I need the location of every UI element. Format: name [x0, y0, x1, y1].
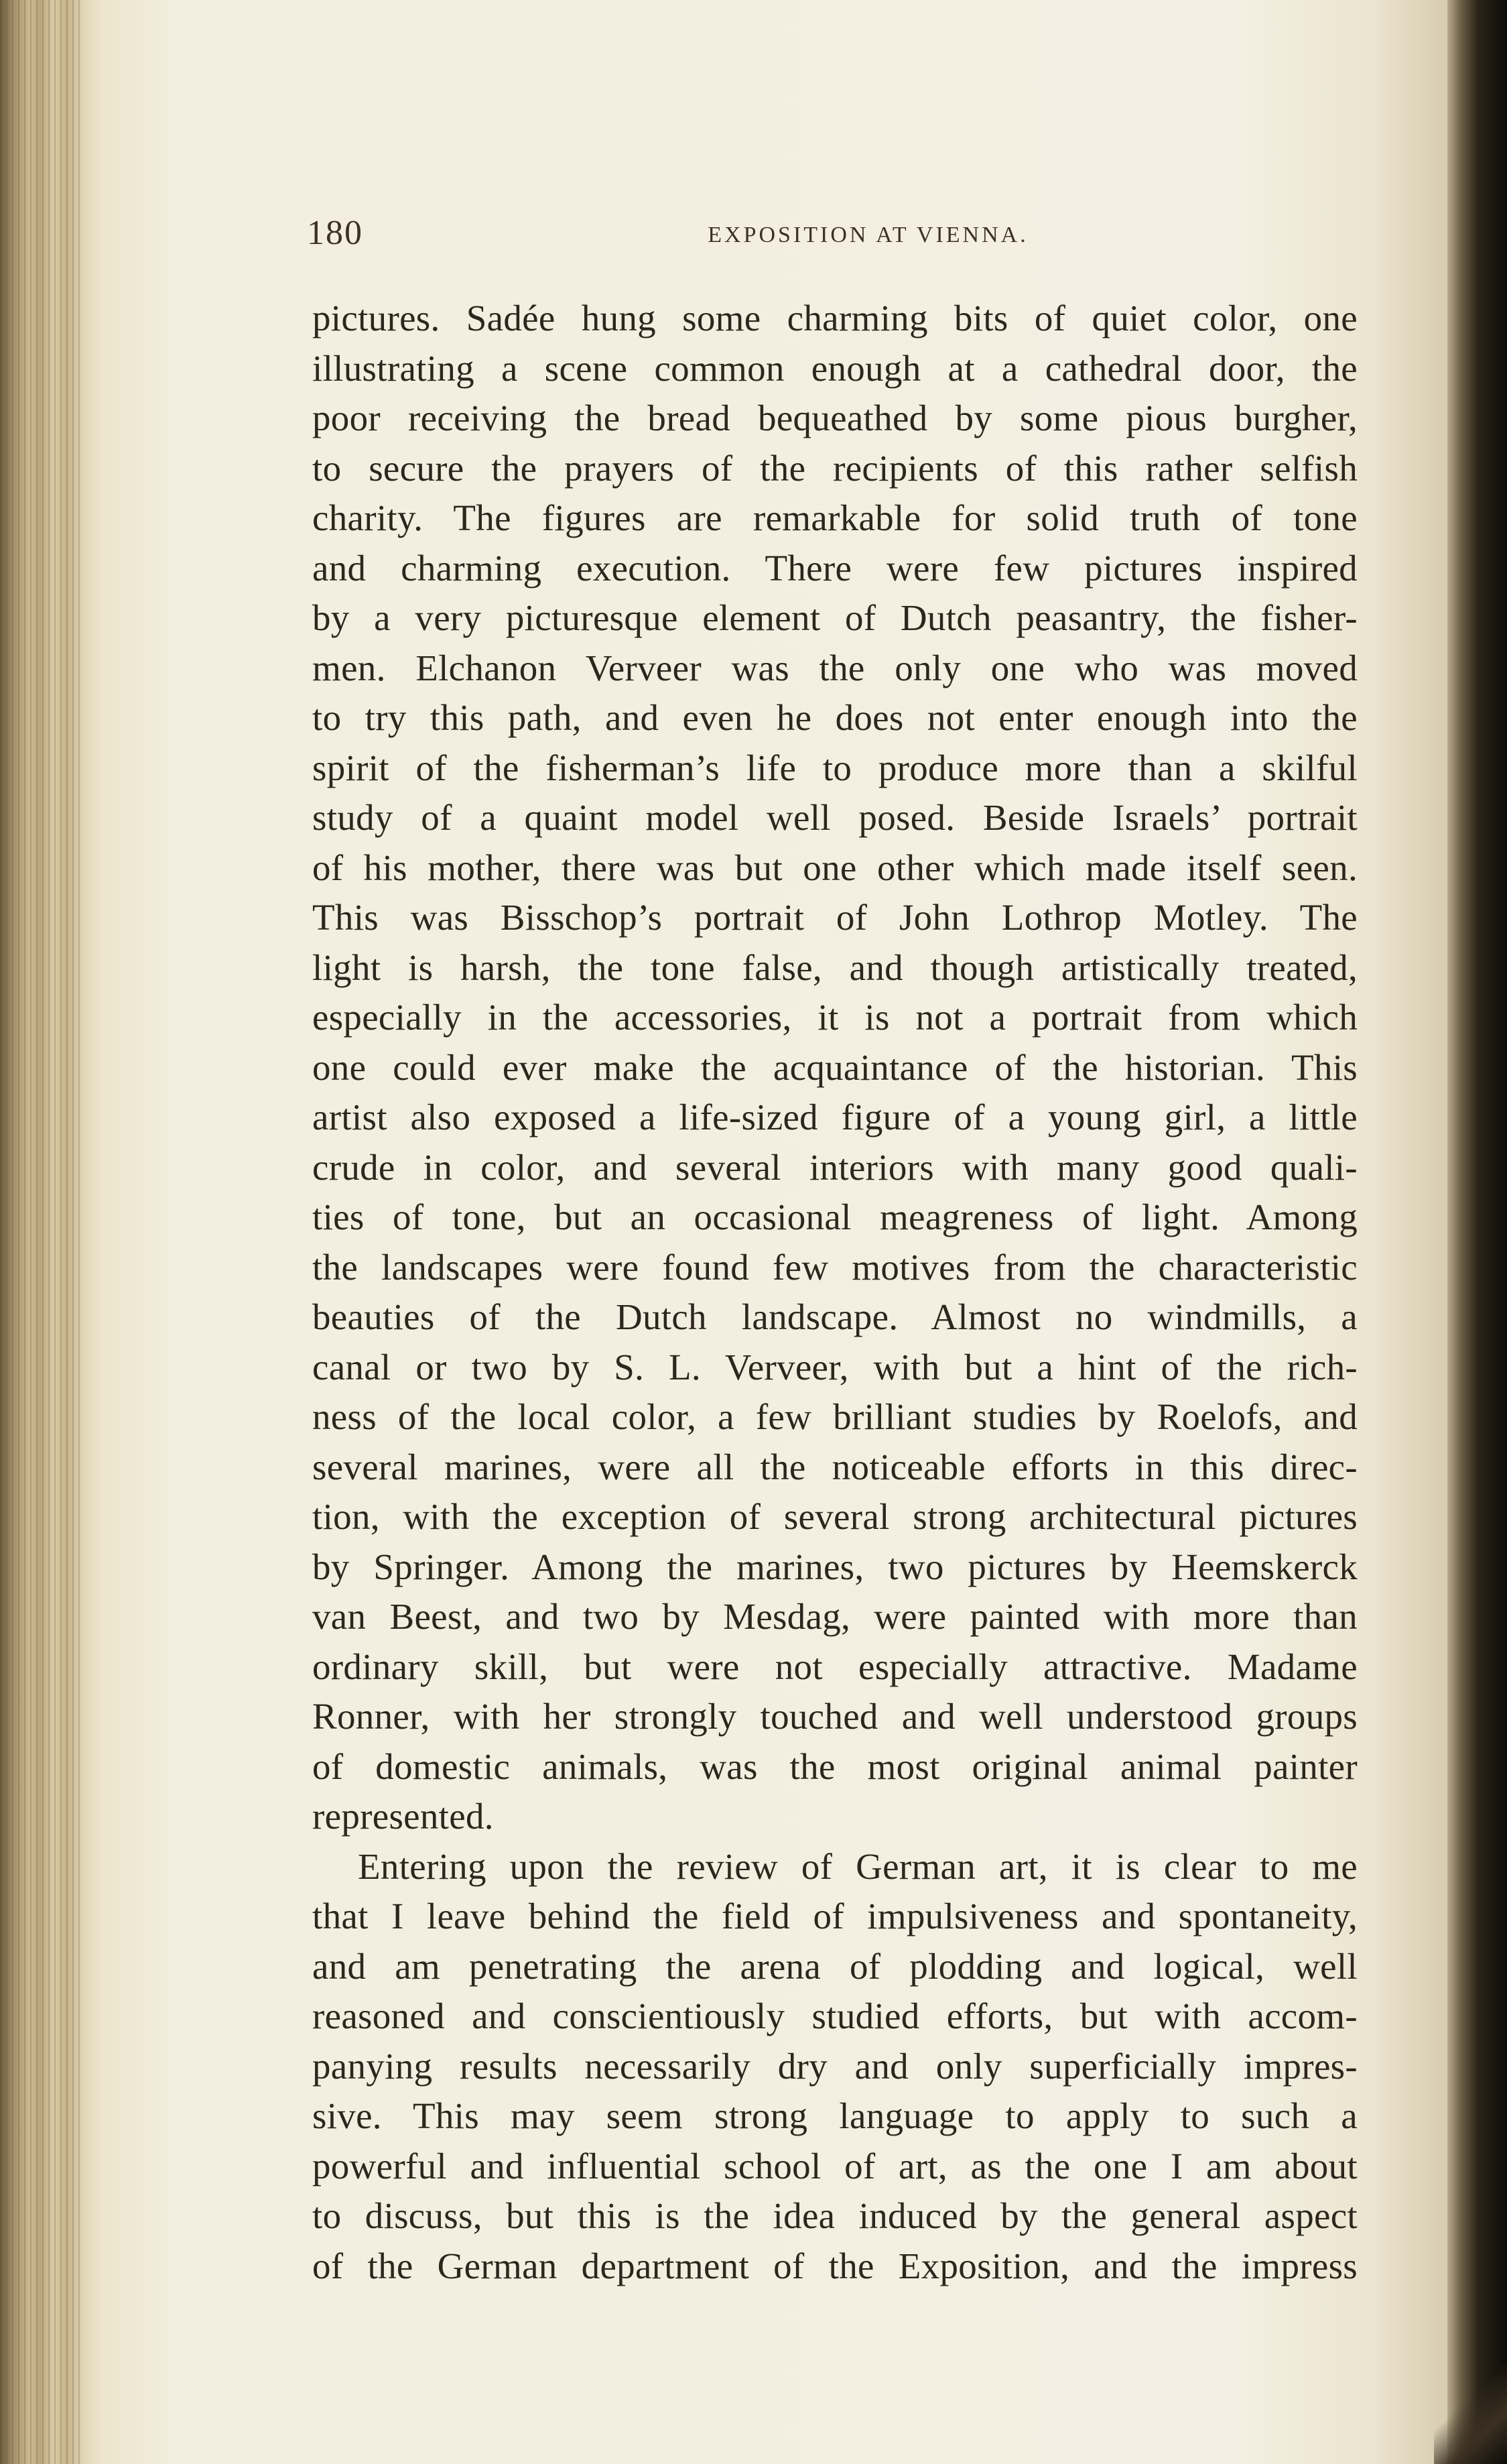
paragraph-end-line: represented.: [312, 1796, 494, 1837]
text-line: men. Elchanon Verveer was the only one who was moved: [312, 647, 1358, 688]
text-line: to try this path, and even he does not enter enough into the: [312, 697, 1358, 738]
text-line: to secure the prayers of the recipients of this rather selfish: [312, 447, 1358, 489]
text-line: tion, with the exception of several strong architectural pictures: [312, 1496, 1358, 1537]
text-line: one could ever make the acquaintance of the historian. This: [312, 1046, 1358, 1088]
text-line: light is harsh, the tone false, and though artistically treated,: [312, 946, 1358, 988]
paragraph-start-line: Entering upon the review of German art, it is clear to me: [358, 1845, 1358, 1887]
text-line: Ronner, with her strongly touched and well understood groups: [312, 1696, 1358, 1737]
text-line: several marines, were all the noticeable efforts in this direc-: [312, 1446, 1358, 1487]
page-header: [307, 213, 1349, 267]
page-stack-lines: [0, 0, 80, 2464]
text-line: spirit of the fisherman’s life to produce more than a skilful: [312, 747, 1358, 788]
text-line: that I leave behind the field of impulsiveness and spontaneity,: [312, 1896, 1358, 1936]
text-line: especially in the accessories, it is not a portrait from which: [312, 997, 1358, 1038]
text-line: to discuss, but this is the idea induced by the general aspect: [312, 2195, 1358, 2236]
text-line: reasoned and conscientiously studied efforts, but with accom-: [312, 1995, 1358, 2036]
text-line: sive. This may seem strong language to apply to such a: [312, 2095, 1358, 2136]
book-gutter-shadow: [1447, 0, 1507, 2464]
text-line: poor receiving the bread bequeathed by some pious burgher,: [312, 397, 1358, 438]
text-line: ties of tone, but an occasional meagreness of light. Among: [312, 1196, 1358, 1237]
text-line: charity. The figures are remarkable for solid truth of tone: [312, 497, 1358, 538]
text-line: and charming execution. There were few pictures inspired: [312, 547, 1358, 589]
text-line: artist also exposed a life-sized figure of a young girl, a little: [312, 1097, 1358, 1137]
text-line: beauties of the Dutch landscape. Almost no windmills, a: [312, 1296, 1358, 1337]
running-head: EXPOSITION AT VIENNA.: [708, 223, 1029, 247]
text-line: pictures. Sadée hung some charming bits of quiet color, one: [312, 298, 1358, 338]
page-number: 180: [307, 214, 363, 252]
text-line: by a very picturesque element of Dutch peasantry, the fisher-: [312, 597, 1358, 638]
text-line: study of a quaint model well posed. Beside Israels’ portrait: [312, 797, 1358, 838]
text-line: by Springer. Among the marines, two pictures by Heemskerck: [312, 1546, 1358, 1587]
text-line: and am penetrating the arena of plodding and logical, well: [312, 1945, 1358, 1987]
body-text: [312, 294, 1358, 2291]
text-line: crude in color, and several interiors with many good quali-: [312, 1146, 1358, 1188]
page-curl-shadow: [1434, 2359, 1507, 2464]
text-line: of domestic animals, was the most original animal painter: [312, 1745, 1358, 1787]
text-line: of his mother, there was but one other which made itself seen.: [312, 847, 1358, 888]
text-line: ness of the local color, a few brilliant studies by Roelofs, and: [312, 1396, 1358, 1437]
text-line: illustrating a scene common enough at a cathedral door, the: [312, 347, 1358, 389]
text-line: panying results necessarily dry and only superficially impres-: [312, 2045, 1358, 2087]
text-line: canal or two by S. L. Verveer, with but a hint of the rich-: [312, 1346, 1358, 1388]
text-line: of the German department of the Exposition, and the impress: [312, 2245, 1358, 2286]
text-line: ordinary skill, but were not especially attractive. Madame: [312, 1646, 1358, 1687]
text-line: This was Bisschop’s portrait of John Lothrop Motley. The: [312, 897, 1358, 938]
text-line: van Beest, and two by Mesdag, were painted with more than: [312, 1596, 1358, 1637]
text-line: powerful and influential school of art, as the one I am about: [312, 2145, 1358, 2186]
text-line: the landscapes were found few motives from the characteristic: [312, 1246, 1358, 1288]
